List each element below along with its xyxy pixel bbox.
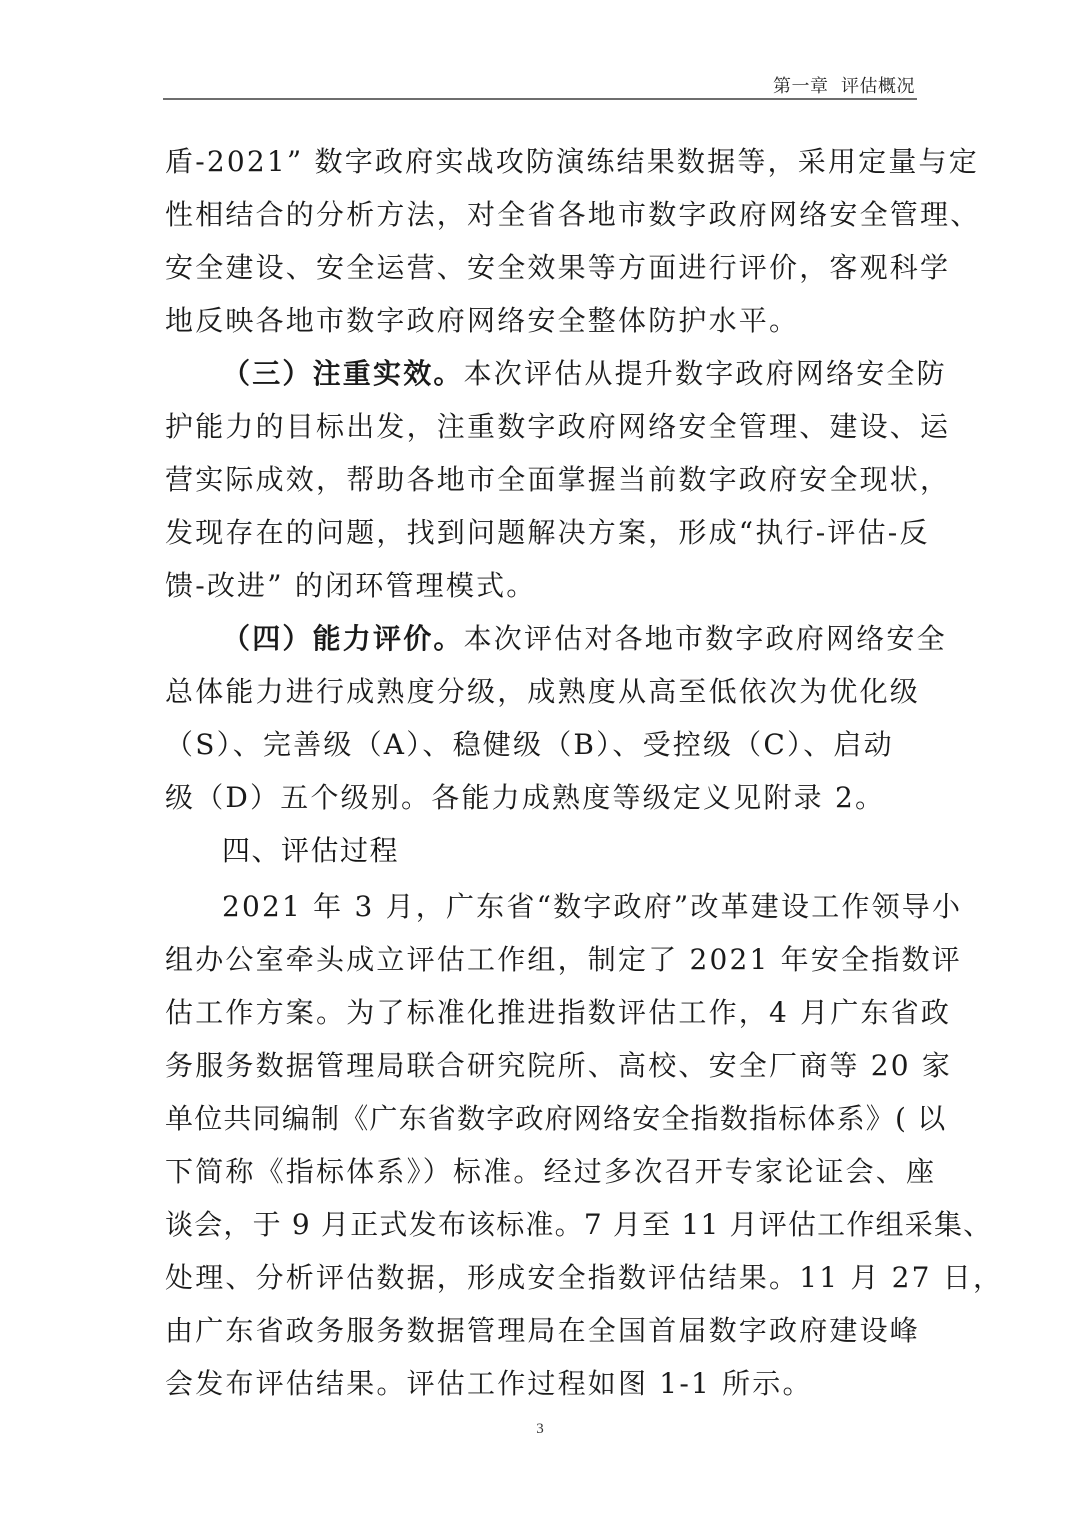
paragraph-evaluation-process [165, 880, 1004, 1410]
text-line: 营实际成效，帮助各地市全面掌握当前数字政府安全现状， [165, 463, 951, 496]
text-line: 性相结合的分析方法，对全省各地市数字政府网络安全管理、 [165, 198, 981, 231]
text-line: 单位共同编制《广东省数字政府网络安全指数指标体系》( 以 [165, 1102, 947, 1135]
text-line: 组办公室牵头成立评估工作组，制定了 2021 年安全指数评 [165, 943, 962, 976]
text-line: 下简称《指标体系》）标准。经过多次召开专家论证会、座 [165, 1155, 937, 1188]
text-line: 发现存在的问题，找到问题解决方案，形成“执行-评估-反 [165, 516, 930, 549]
text-line: 处理、分析评估数据，形成安全指数评估结果。11 月 27 日， [165, 1261, 1004, 1294]
chapter-title: 第一章 评估概况 [773, 76, 915, 97]
text-line: 谈会，于 9 月正式发布该标准。7 月至 11 月评估工作组采集、 [165, 1208, 993, 1241]
text-span: 本次评估对各地市数字政府网络安全 [463, 622, 947, 655]
text-line [165, 347, 947, 400]
paragraph-lead-heading: （三）注重实效。 [222, 357, 464, 390]
text-span: 本次评估从提升数字政府网络安全防 [463, 357, 947, 390]
text-line: 护能力的目标出发，注重数字政府网络安全管理、建设、运 [165, 410, 951, 443]
text-line: 地反映各地市数字政府网络安全整体防护水平。 [165, 304, 800, 337]
paragraph-lead-heading: （四）能力评价。 [222, 622, 464, 655]
text-line: 会发布评估结果。评估工作过程如图 1-1 所示。 [165, 1367, 813, 1400]
page-number: 3 [536, 1421, 544, 1437]
page-body [165, 135, 1004, 1410]
text-line: 盾-2021” 数字政府实战攻防演练结果数据等，采用定量与定 [165, 145, 979, 178]
paragraph-methodology [165, 135, 981, 347]
text-line: 总体能力进行成熟度分级，成熟度从高至低依次为优化级 [165, 675, 921, 708]
paragraph-capability-rating [165, 612, 947, 824]
text-line: （S）、完善级（A）、稳健级（B）、受控级（C）、启动 [165, 728, 894, 761]
text-line: 务服务数据管理局联合研究院所、高校、安全厂商等 20 家 [165, 1049, 953, 1082]
text-line: 估工作方案。为了标准化推进指数评估工作，4 月广东省政 [165, 996, 952, 1029]
text-line: 2021 年 3 月，广东省“数字政府”改革建设工作领导小 [222, 890, 963, 923]
text-line: 安全建设、安全运营、安全效果等方面进行评价，客观科学 [165, 251, 951, 284]
text-line: 馈-改进” 的闭环管理模式。 [165, 569, 537, 602]
text-line: 级（D）五个级别。各能力成熟度等级定义见附录 2。 [165, 781, 886, 814]
section-heading: 四、评估过程 [222, 834, 400, 867]
text-line: 由广东省政务服务数据管理局在全国首届数字政府建设峰 [165, 1314, 921, 1347]
page-header [163, 70, 917, 100]
text-line [165, 612, 947, 665]
paragraph-effectiveness [165, 347, 951, 612]
